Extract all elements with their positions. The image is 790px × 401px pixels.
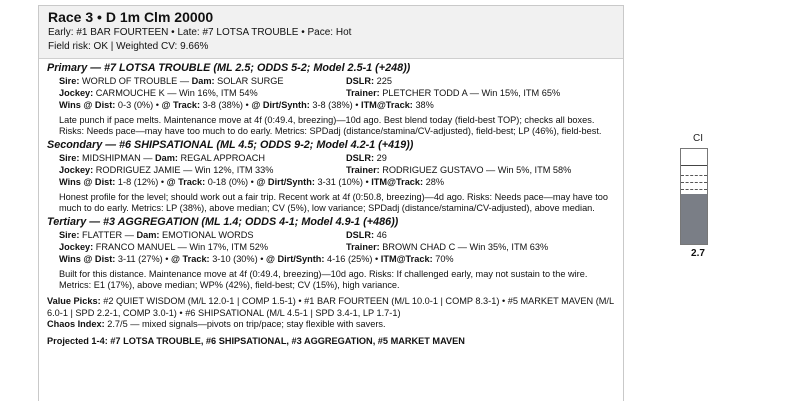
field-risk: Field risk: OK | Weighted CV: 9.66% — [48, 41, 209, 52]
pick-notes: Honest profile for the level; should work out a fair trip. Recent work at 4f (0:50.8, breezing)—4d ago. Risks: Needs pace—may have too much to do early. Metrics: LP (38%), above median; CV (5%), low variance; SPDadj (distance/stamina/CV-adjusted), above median. — [59, 191, 608, 214]
track-value: 3-8 (38%) — [202, 100, 243, 110]
track-value: 0-18 (0%) — [207, 176, 249, 187]
dam-label: Dam: — [155, 152, 178, 163]
trainer-value: BROWN CHAD C — Win 35%, ITM 63% — [382, 241, 549, 252]
dirt-value: 4-16 (25%) — [327, 253, 373, 264]
connections-row — [47, 164, 617, 176]
jockey-label: Jockey: — [59, 241, 94, 252]
secondary-pick — [47, 139, 617, 215]
primary-pick — [47, 62, 617, 138]
pedigree-row: Sire: MIDSHIPMAN — Dam: REGAL APPROACH DSLR: 29 — [59, 152, 387, 163]
ci-gauge-tick — [681, 175, 707, 176]
sire-value: WORLD OF TROUBLE — [82, 76, 178, 86]
wins-stats: Wins @ Dist: 3-11 (27%) • @ Track: 3-10 (30%) • @ Dirt/Synth: 4-16 (25%) • ITM@Track: 70% — [59, 253, 454, 264]
trainer-label: Trainer: — [346, 164, 380, 175]
trainer-value: RODRIGUEZ GUSTAVO — Win 5%, ITM 58% — [382, 164, 572, 175]
wins-stats: Wins @ Dist: 0-3 (0%) • @ Track: 3-8 (38%) • @ Dirt/Synth: 3-8 (38%) • ITM@Track: 38% — [59, 100, 434, 110]
itm-value: 38% — [415, 100, 434, 110]
itm-label: ITM@Track: — [361, 100, 413, 110]
dirt-value: 3-8 (38%) — [312, 100, 353, 110]
race-title: Race 3 • D 1m Clm 20000 — [48, 9, 214, 25]
dslr-label: DSLR: — [346, 152, 375, 163]
track-label: @ Track: — [171, 253, 210, 264]
race-footer — [47, 296, 617, 347]
wins-dist-value: 3-11 (27%) — [117, 253, 163, 264]
value-picks — [47, 296, 617, 318]
race-card — [38, 5, 624, 401]
dam-value: SOLAR SURGE — [217, 76, 284, 86]
track-label: @ Track: — [161, 100, 201, 110]
itm-value: 70% — [435, 253, 454, 264]
jockey-label: Jockey: — [59, 88, 94, 98]
value-picks-label: Value Picks: — [47, 296, 101, 307]
chaos-index — [47, 319, 617, 330]
jockey-value: FRANCO MANUEL — Win 17%, ITM 52% — [95, 241, 269, 252]
connections-row — [47, 87, 617, 99]
ci-gauge-fill — [681, 194, 707, 244]
wins-dist-value: 0-3 (0%) — [117, 100, 154, 110]
dslr-value: 29 — [376, 152, 387, 163]
early-late-pace: Early: #1 BAR FOURTEEN • Late: #7 LOTSA TROUBLE • Pace: Hot — [48, 27, 352, 38]
trainer-label: Trainer: — [346, 241, 380, 252]
dirt-label: @ Dirt/Synth: — [265, 253, 325, 264]
itm-value: 28% — [425, 176, 445, 187]
wins-dist-label: Wins @ Dist: — [59, 176, 116, 187]
jockey-label: Jockey: — [59, 164, 94, 175]
projected-order: Projected 1-4: #7 LOTSA TROUBLE, #6 SHIPSATIONAL, #3 AGGREGATION, #5 MARKET MAVEN — [47, 336, 465, 347]
sire-label: Sire: — [59, 152, 80, 163]
value-picks-text: #2 QUIET WISDOM (M/L 12.0-1 | COMP 1.5-1) • #1 BAR FOURTEEN (M/L 10.0-1 | COMP 8.3-1) • #5 MARKET MAVEN (M/L 6.0-1 | SPD 2.2-1, COMP 3.0-1) • #6 SHIPSATIONAL (M/L 4.5-1 | SPD 3.4-1, LP 1.7-1) — [47, 296, 614, 318]
dslr-value: 225 — [376, 76, 392, 86]
pick-title: Tertiary — #3 AGGREGATION (ML 1.4; ODDS 4-1; Model 4.9-1 (+486)) — [47, 215, 399, 228]
sire-label: Sire: — [59, 76, 80, 86]
ci-gauge-tick — [681, 165, 707, 166]
pick-notes: Built for this distance. Maintenance move at 4f (0:49.4, breezing)—10d ago. Risks: If challenged early, may not sustain to the wire. Metrics: E1 (17%), above median; WP% (42%), field-best; CV (15%), high variance. — [59, 268, 588, 291]
pick-title: Secondary — #6 SHIPSATIONAL (ML 4.5; ODDS 9-2; Model 4.2-1 (+419)) — [47, 138, 414, 151]
dam-label: Dam: — [136, 229, 160, 240]
track-value: 3-10 (30%) — [212, 253, 258, 264]
sire-value: MIDSHIPMAN — [82, 152, 141, 163]
itm-label: ITM@Track: — [380, 253, 433, 264]
dam-value: REGAL APPROACH — [180, 152, 265, 163]
ci-gauge-label: CI — [693, 133, 703, 144]
dam-label: Dam: — [191, 76, 215, 86]
pick-notes: Late punch if pace melts. Maintenance move at 4f (0:49.4, breezing)—10d ago. Best blend today (field-best TOP); checks all boxes. Risks: Needs pace—may have too much to do early. Metrics: SPDadj (distance/stamina/CV-adjusted), field-best; LP (46%), field-best. — [59, 115, 602, 137]
ci-gauge — [680, 148, 708, 245]
trainer-value: PLETCHER TODD A — Win 15%, ITM 65% — [382, 88, 561, 98]
pick-title: Primary — #7 LOTSA TROUBLE (ML 2.5; ODDS 5-2; Model 2.5-1 (+248)) — [47, 62, 411, 74]
ci-gauge-tick — [681, 189, 707, 190]
itm-label: ITM@Track: — [371, 176, 424, 187]
dslr-label: DSLR: — [346, 229, 375, 240]
jockey-value: CARMOUCHE K — Win 16%, ITM 54% — [95, 88, 258, 98]
dirt-label: @ Dirt/Synth: — [256, 176, 315, 187]
wins-dist-value: 1-8 (12%) — [117, 176, 159, 187]
wins-stats: Wins @ Dist: 1-8 (12%) • @ Track: 0-18 (0%) • @ Dirt/Synth: 3-31 (10%) • ITM@Track: 28% — [59, 176, 445, 187]
chaos-index-text: 2.7/5 — mixed signals—pivots on trip/pace; stay flexible with savers. — [107, 318, 386, 329]
tertiary-pick — [47, 216, 617, 292]
sire-label: Sire: — [59, 229, 80, 240]
picks-body — [39, 59, 623, 347]
pedigree-row: Sire: WORLD OF TROUBLE — Dam: SOLAR SURGE DSLR: 225 — [59, 76, 392, 86]
ci-gauge-value: 2.7 — [691, 248, 705, 259]
race-header — [39, 6, 623, 59]
wins-dist-label: Wins @ Dist: — [59, 100, 116, 110]
track-label: @ Track: — [166, 176, 206, 187]
trainer-label: Trainer: — [346, 88, 380, 98]
dirt-label: @ Dirt/Synth: — [251, 100, 310, 110]
wins-dist-label: Wins @ Dist: — [59, 253, 116, 264]
connections-row — [47, 241, 617, 253]
dirt-value: 3-31 (10%) — [317, 176, 363, 187]
sire-value: FLATTER — [82, 229, 123, 240]
chaos-index-label: Chaos Index: — [47, 318, 105, 329]
dslr-value: 46 — [376, 229, 387, 240]
dam-value: EMOTIONAL WORDS — [162, 229, 254, 240]
jockey-value: RODRIGUEZ JAMIE — Win 12%, ITM 33% — [95, 164, 274, 175]
dslr-label: DSLR: — [346, 76, 375, 86]
ci-gauge-tick — [681, 182, 707, 183]
pedigree-row: Sire: FLATTER — Dam: EMOTIONAL WORDS DSLR: 46 — [59, 229, 387, 240]
